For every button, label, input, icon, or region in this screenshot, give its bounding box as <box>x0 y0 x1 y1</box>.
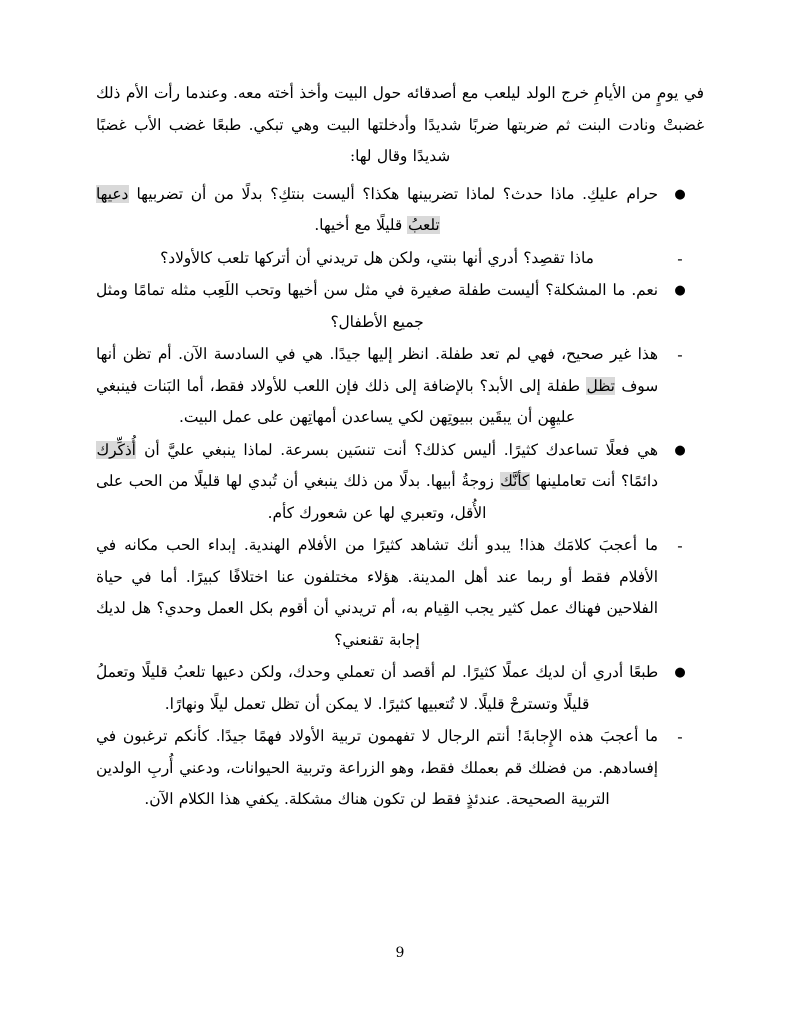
dialogue-turn-text <box>96 345 658 426</box>
text-run: ما أعجبَ هذه الإِجابةَ! أنتم الرجال لا تفهمون تربية الأولاد فهمًا جيدًا. كأنكم ترغبون في إفسادهم. من فضلك قم بعملك فقط، وهو الزراعة وتربية الحيوانات، ودعني أُربِ الولدين التربية الصحيحة. عندئذٍ فقط لن تكون هناك مشكلة. يكفي هذا الكلام الآن. <box>96 727 658 808</box>
dialogue-list <box>96 179 704 816</box>
dash-marker-icon: - <box>677 248 683 268</box>
text-run: قليلًا مع أخيها. <box>314 216 408 234</box>
dialogue-turn <box>96 530 704 656</box>
dash-marker-icon: - <box>677 727 683 746</box>
dialogue-turn-text <box>96 536 658 649</box>
dialogue-turn <box>96 435 704 530</box>
highlighted-text: دعيها تلعبُ <box>96 184 440 234</box>
text-run: هذا غير صحيح، فهي لم تعد طفلة. انظر إليها جيدًا. هي في السادسة الآن. أم تظن أنها سوف <box>96 345 659 395</box>
text-run: طفلة إلى الأبد؟ بالإضافة إلى ذلك فإن اللعب للأولاد فقط، أما البَنات فينبغي عليهِن أن يبقَين ببيوتِهن لكي يساعدن أمهاتِهن على عمل البيت. <box>96 376 586 426</box>
text-run: هي فعلًا تساعدك كثيرًا. أليس كذلك؟ أنت تنسَين بسرعة. لماذا ينبغي عليَّ أن <box>136 440 658 459</box>
opening-paragraph: في يومٍ من الأيامِ خرج الولد ليلعب مع أصدقائه حول البيت وأخذ أخته معه. وعندما رأت الأم ذلك غضبتْ ونادت البنت ثم ضربتها ضربًا شديدًا وأدخلتها البيت وهي تبكي. طبعًا غضب الأب غضبًا شديدًا وقال لها: <box>96 84 704 165</box>
dialogue-turn <box>96 179 704 242</box>
text-run: ما أعجبَ كلامَك هذا! يبدو أنك تشاهد كثيرًا من الأفلام الهندية. إبداء الحب مكانه في الأفلام فقط أو ربما عند أهل المدينة. هؤلاء مختلفون عنا اختلافًا كبيرًا. أما في حياة الفلاحين فهناك عمل كثير يجب القِيام به، أم تريدني أن أقوم بكل العمل وحدي؟ هل لديك إجابة تقنعني؟ <box>96 536 658 649</box>
dialogue-turn-text <box>160 249 594 267</box>
dialogue-turn <box>96 339 704 434</box>
bullet-marker-icon: ● <box>674 283 686 298</box>
dialogue-turn-text <box>96 727 658 808</box>
highlighted-text: كأنَّك <box>500 472 530 490</box>
text-run: ماذا تقصِد؟ أدري أنها بنتي، ولكن هل تريدني أن أتركها تلعب كالأولاد؟ <box>160 248 594 267</box>
bullet-marker-icon: ● <box>674 442 686 458</box>
page-number: 9 <box>395 945 405 961</box>
text-run: دائمًا؟ أنت تعاملينها <box>529 472 658 490</box>
dialogue-turn <box>96 275 704 338</box>
dialogue-turn-text <box>96 185 658 235</box>
highlighted-text: أُذكِّرك <box>96 440 136 459</box>
text-run: طبعًا أدري أن لديك عملًا كثيرًا. لم أقصد أن تعملي وحدك، ولكن دعيها تلعبُ قليلًا وتعملُ قليلًا وتسترحْ قليلًا. لا تُتعبيها كثيرًا. لا يمكن أن تظل تعمل ليلًا ونهارًا. <box>96 663 658 713</box>
dialogue-turn-text <box>96 663 658 713</box>
dialogue-turn <box>96 721 704 816</box>
dialogue-turn-text <box>96 441 658 522</box>
text-run: زوجةُ أبيها. بدلًا من ذلك ينبغي أن تُبدي لها قليلًا من الحب على الأُقل، وتعبري لها عن شعورك كأم. <box>96 472 500 522</box>
dialogue-turn-text <box>96 281 658 331</box>
dash-marker-icon: - <box>677 536 683 555</box>
dialogue-turn <box>96 657 704 720</box>
page-content <box>96 78 704 817</box>
dash-marker-icon: - <box>677 345 683 364</box>
text-run: نعم. ما المشكلة؟ أليست طفلة صغيرة في مثل سن أخيها وتحب اللَعِب مثله تمامًا ومثل جميع الأطفال؟ <box>96 281 658 331</box>
highlighted-text: تظل <box>586 376 615 395</box>
dialogue-turn <box>96 243 704 275</box>
text-run: حرام عليكِ. ماذا حدث؟ لماذا تضربينها هكذا؟ أليست بنتكِ؟ بدلًا من أن تضربيها <box>128 184 658 203</box>
bullet-marker-icon: ● <box>674 665 686 680</box>
bullet-marker-icon: ● <box>674 186 686 202</box>
